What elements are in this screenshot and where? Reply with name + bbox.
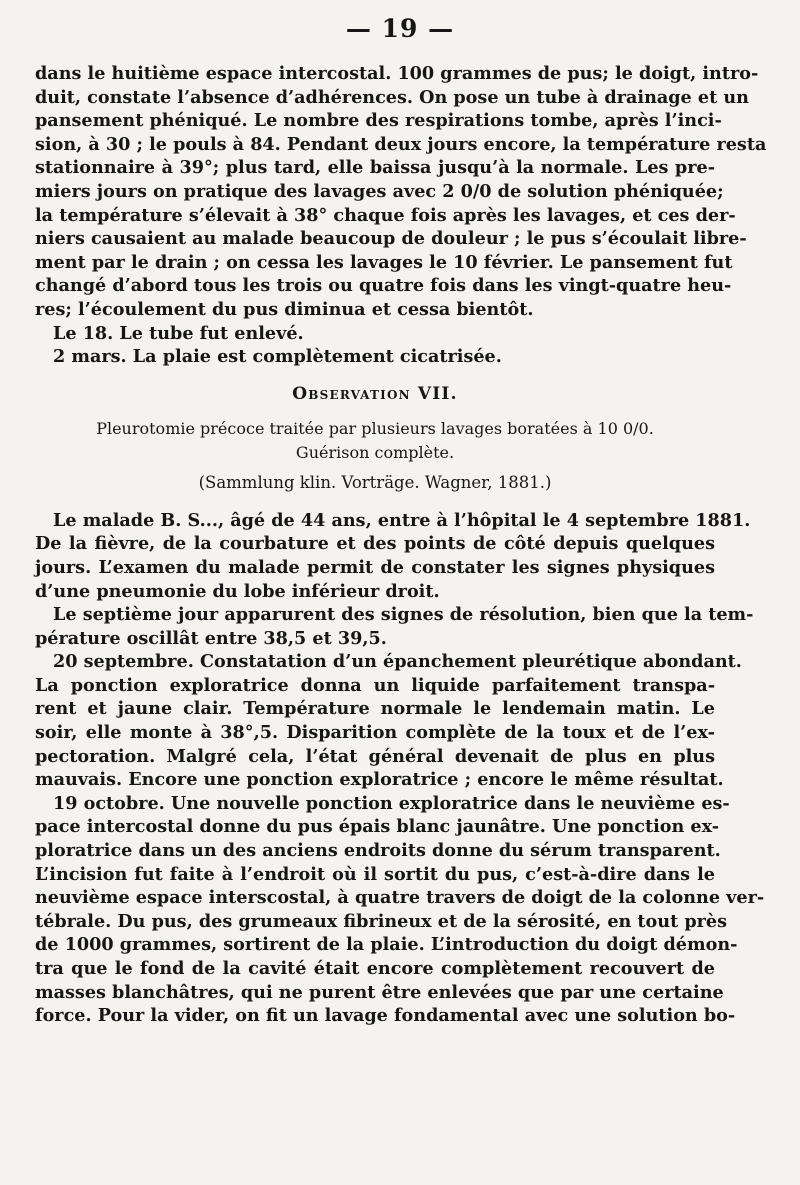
entry-18: Le 18. Le tube fut enlevé.: [53, 322, 304, 344]
observation-subtitle: Guérison complète.: [295, 442, 455, 462]
text-line: La ponction exploratrice donna un liquide parfaitement transpa-: [35, 674, 715, 696]
text-line: niers causaient au malade beaucoup de douleur ; le pus s’écoulait libre-: [35, 228, 747, 250]
text-line: duit, constate l’absence d’adhérences. On pose un tube à drainage et un: [35, 86, 749, 108]
text-line: res; l’écoulement du pus diminua et cessa bientôt.: [35, 298, 534, 320]
text-line: changé d’abord tous les trois ou quatre fois dans les vingt-quatre heu-: [35, 275, 732, 297]
text-line: 20 septembre. Constatation d’un épanchement pleurétique abondant.: [53, 651, 742, 673]
text-line: ment par le drain ; on cessa les lavages le 10 février. Le pansement fut: [35, 251, 733, 273]
text-line: soir, elle monte à 38°,5. Disparition complète de la toux et de l’ex-: [35, 722, 715, 744]
paragraph: [35, 650, 742, 792]
text-line: sion, à 30 ; le pouls à 84. Pendant deux jours encore, la température resta: [35, 133, 767, 155]
paragraph: [35, 603, 754, 650]
observation-subtitle: Pleurotomie précoce traitée par plusieurs lavages boratées à 10 0/0.: [96, 418, 654, 438]
text-line: force. Pour la vider, on fit un lavage fondamental avec une solution bo-: [35, 1005, 736, 1027]
text-line: tébrale. Du pus, des grumeaux fibrineux et de la sérosité, en tout près: [35, 910, 728, 932]
text-line: rent et jaune clair. Température normale le lendemain matin. Le: [35, 698, 715, 720]
page-number: — 19 —: [345, 14, 455, 43]
text-line: Le malade B. S..., âgé de 44 ans, entre à l’hôpital le 4 septembre 1881.: [53, 509, 751, 531]
text-line: neuvième espace interscostal, à quatre travers de doigt de la colonne ver-: [35, 887, 765, 909]
entry-2-mars: 2 mars. La plaie est complètement cicatrisée.: [53, 346, 502, 368]
text-line: pectoration. Malgré cela, l’état général devenait de plus en plus: [35, 745, 715, 767]
observation-heading: Observation VII.: [292, 383, 458, 404]
text-line: d’une pneumonie du lobe inférieur droit.: [35, 580, 440, 602]
text-line: la température s’élevait à 38° chaque fois après les lavages, et ces der-: [35, 204, 736, 226]
text-line: pérature oscillât entre 38,5 et 39,5.: [35, 627, 387, 649]
observation-source: (Sammlung klin. Vorträge. Wagner, 1881.): [198, 472, 552, 492]
text-line: Le septième jour apparurent des signes de résolution, bien que la tem-: [53, 604, 754, 626]
text-line: miers jours on pratique des lavages avec 2 0/0 de solution phéniquée;: [35, 180, 724, 202]
text-line: de 1000 grammes, sortirent de la plaie. L’introduction du doigt démon-: [35, 934, 738, 956]
text-line: stationnaire à 39°; plus tard, elle baissa jusqu’à la normale. Les pre-: [35, 157, 715, 179]
text-line: dans le huitième espace intercostal. 100 grammes de pus; le doigt, intro-: [35, 63, 759, 84]
paragraph: [35, 792, 765, 1028]
text-line: 19 octobre. Une nouvelle ponction exploratrice dans le neuvième es-: [53, 792, 730, 814]
text-line: tra que le fond de la cavité était encore complètement recouvert de: [35, 958, 715, 979]
text-line: pace intercostal donne du pus épais blanc jaunâtre. Une ponction ex-: [35, 816, 720, 838]
text-line: De la fièvre, de la courbature et des points de côté depuis quelques: [35, 533, 715, 555]
text-line: jours. L’examen du malade permit de constater les signes physiques: [35, 556, 715, 578]
page-body: [35, 62, 767, 1028]
text-line: masses blanchâtres, qui ne purent être enlevées que par une certaine: [35, 981, 724, 1003]
paragraph: [35, 509, 751, 603]
text-line: ploratrice dans un des anciens endroits donne du sérum transparent.: [35, 840, 721, 862]
text-line: L’incision fut faite à l’endroit où il sortit du pus, c’est-à-dire dans le: [35, 863, 715, 885]
text-line: pansement phéniqué. Le nombre des respirations tombe, après l’inci-: [35, 110, 722, 132]
paragraph-continued: [35, 62, 767, 322]
text-line: mauvais. Encore une ponction exploratrice ; encore le même résultat.: [35, 769, 724, 791]
